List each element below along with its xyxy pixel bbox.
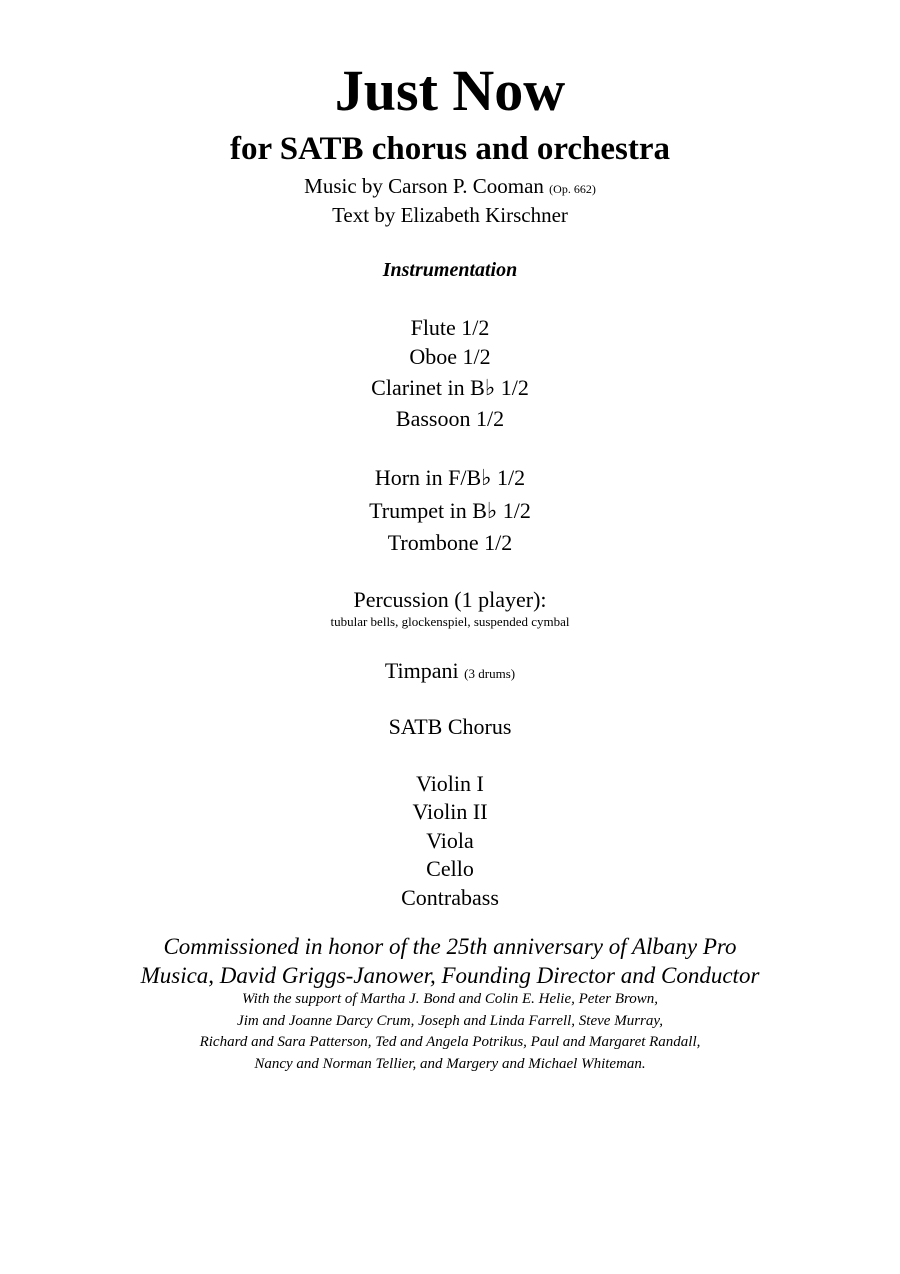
commission-line: Commissioned in honor of the 25th anniversary of Albany Pro	[163, 934, 737, 959]
music-credit: Music by Carson P. Cooman	[304, 174, 544, 198]
support-line: Jim and Joanne Darcy Crum, Joseph and Linda Farrell, Steve Murray,	[237, 1013, 663, 1029]
page-title: Just Now	[334, 58, 566, 123]
instrumentation-heading: Instrumentation	[382, 259, 518, 281]
instrument-percussion: Percussion (1 player):	[353, 587, 547, 612]
instrument-timpani: Timpani	[384, 658, 459, 683]
support-line: Nancy and Norman Tellier, and Margery and Michael Whiteman.	[254, 1056, 646, 1072]
instrument-chorus: SATB Chorus	[388, 714, 512, 739]
percussion-detail: tubular bells, glockenspiel, suspended cymbal	[330, 614, 570, 629]
instrument-violin-2: Violin II	[412, 799, 488, 824]
commission-line: Musica, David Griggs-Janower, Founding Director and Conductor	[140, 963, 760, 988]
instrument-trombone: Trombone 1/2	[387, 530, 513, 555]
instrument-oboe: Oboe 1/2	[409, 344, 491, 369]
instrument-trumpet: Trumpet in B♭ 1/2	[369, 498, 531, 523]
support-line: With the support of Martha J. Bond and Colin E. Helie, Peter Brown,	[241, 991, 659, 1007]
timpani-detail: (3 drums)	[464, 666, 516, 681]
instrument-flute: Flute 1/2	[410, 315, 490, 340]
instrument-violin-1: Violin I	[416, 771, 484, 796]
instrument-bassoon: Bassoon 1/2	[395, 406, 505, 431]
instrument-timpani-line	[0, 660, 900, 682]
music-credit-line	[0, 176, 900, 197]
page-subtitle: for SATB chorus and orchestra	[229, 131, 671, 167]
support-line: Richard and Sara Patterson, Ted and Angela Potrikus, Paul and Margaret Randall,	[199, 1034, 701, 1050]
text-credit: Text by Elizabeth Kirschner	[332, 203, 568, 227]
instrument-viola: Viola	[426, 828, 474, 853]
instrument-clarinet: Clarinet in B♭ 1/2	[371, 375, 529, 400]
instrument-cello: Cello	[426, 856, 474, 881]
instrument-horn: Horn in F/B♭ 1/2	[374, 465, 526, 490]
opus-number: (Op. 662)	[549, 182, 596, 196]
instrument-contrabass: Contrabass	[401, 885, 499, 910]
